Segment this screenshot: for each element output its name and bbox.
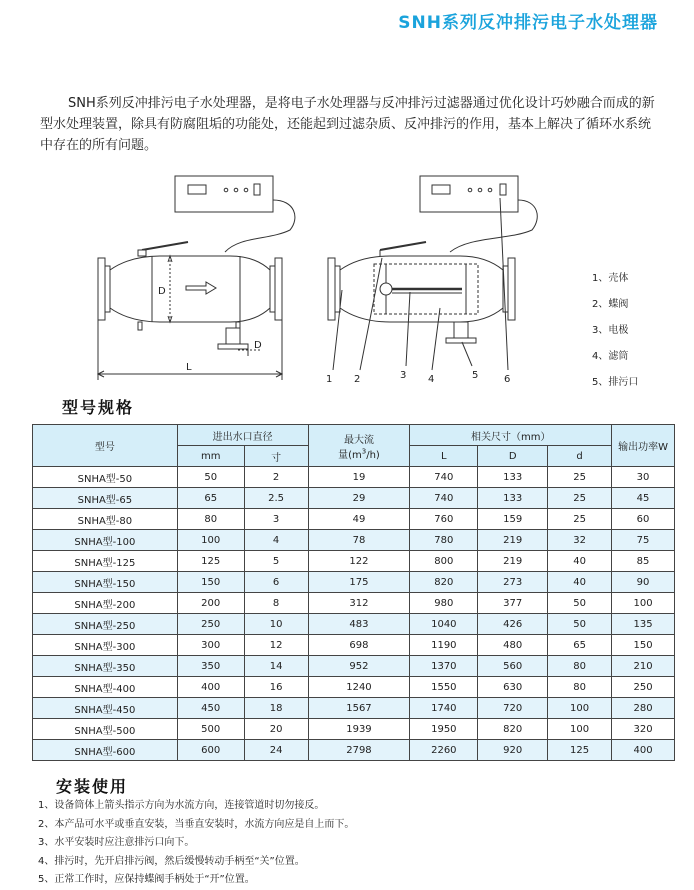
table-row [33, 530, 675, 551]
table-cell: 65 [548, 635, 612, 656]
table-cell: 6 [244, 572, 308, 593]
table-cell: 85 [612, 551, 675, 572]
table-row [33, 509, 675, 530]
table-cell: 12 [244, 635, 308, 656]
table-cell: SNHA型-65 [33, 488, 178, 509]
intro-paragraph [40, 93, 660, 156]
table-cell: 16 [244, 677, 308, 698]
table-cell: 100 [177, 530, 244, 551]
legend-item: 5、排污口 [592, 377, 639, 388]
table-cell: 50 [548, 614, 612, 635]
table-cell: 450 [177, 698, 244, 719]
table-row [33, 719, 675, 740]
table-cell: 280 [612, 698, 675, 719]
table-cell: SNHA型-600 [33, 740, 178, 761]
table-cell: 10 [244, 614, 308, 635]
table-cell: 8 [244, 593, 308, 614]
page-title: SNH系列反冲排污电子水处理器 [398, 13, 658, 33]
table-cell: SNHA型-500 [33, 719, 178, 740]
table-cell: 25 [548, 467, 612, 488]
table-cell: 250 [177, 614, 244, 635]
table-cell: 312 [308, 593, 410, 614]
header-d: d [548, 446, 612, 467]
table-cell: 1370 [410, 656, 478, 677]
table-cell: 1567 [308, 698, 410, 719]
callout-4: 4 [428, 374, 435, 385]
table-cell: 40 [548, 572, 612, 593]
table-cell: 159 [478, 509, 548, 530]
table-cell: 19 [308, 467, 410, 488]
header-flow-line2: 量(m [338, 449, 362, 461]
table-cell: 480 [478, 635, 548, 656]
table-cell: 1740 [410, 698, 478, 719]
table-cell: 400 [612, 740, 675, 761]
table-cell: 133 [478, 467, 548, 488]
table-cell: 920 [478, 740, 548, 761]
table-cell: 122 [308, 551, 410, 572]
table-cell: SNHA型-450 [33, 698, 178, 719]
parts-legend [592, 266, 638, 396]
install-list [38, 797, 354, 890]
table-cell: 100 [612, 593, 675, 614]
table-cell: 2798 [308, 740, 410, 761]
header-inch: 寸 [244, 446, 308, 467]
table-cell: 4 [244, 530, 308, 551]
table-cell: 320 [612, 719, 675, 740]
install-item: 1、设备筒体上箭头指示方向为水流方向，连接管道时切勿接反。 [38, 800, 325, 811]
header-flow [308, 425, 410, 467]
dim-l-label: L [186, 362, 192, 373]
table-cell: 300 [177, 635, 244, 656]
table-cell: 820 [410, 572, 478, 593]
table-cell: SNHA型-50 [33, 467, 178, 488]
table-cell: 219 [478, 530, 548, 551]
table-cell: 20 [244, 719, 308, 740]
table-cell: 200 [177, 593, 244, 614]
table-row [33, 614, 675, 635]
dim-d-label: D [158, 286, 166, 297]
table-cell: 698 [308, 635, 410, 656]
install-section-title: 安装使用 [56, 777, 129, 796]
table-cell: 630 [478, 677, 548, 698]
dim-d-small-label: D [254, 340, 262, 351]
table-cell: 40 [548, 551, 612, 572]
table-cell: 500 [177, 719, 244, 740]
table-row [33, 698, 675, 719]
header-L: L [410, 446, 478, 467]
table-cell: SNHA型-350 [33, 656, 178, 677]
table-row [33, 488, 675, 509]
table-cell: SNHA型-100 [33, 530, 178, 551]
table-cell: 1939 [308, 719, 410, 740]
table-cell: 3 [244, 509, 308, 530]
table-cell: 600 [177, 740, 244, 761]
table-cell: 29 [308, 488, 410, 509]
header-dims: 相关尺寸（mm） [410, 425, 612, 446]
product-diagram [90, 170, 590, 390]
table-cell: SNHA型-250 [33, 614, 178, 635]
table-cell: 760 [410, 509, 478, 530]
table-cell: 273 [478, 572, 548, 593]
table-cell: SNHA型-400 [33, 677, 178, 698]
table-cell: 100 [548, 698, 612, 719]
table-cell: 720 [478, 698, 548, 719]
table-cell: 80 [177, 509, 244, 530]
table-cell: 25 [548, 488, 612, 509]
table-row [33, 593, 675, 614]
table-cell: 150 [177, 572, 244, 593]
table-cell: 1550 [410, 677, 478, 698]
table-cell: 2260 [410, 740, 478, 761]
table-cell: SNHA型-125 [33, 551, 178, 572]
table-row [33, 551, 675, 572]
table-cell: 250 [612, 677, 675, 698]
callout-6: 6 [504, 374, 511, 385]
drain-outlet [226, 328, 240, 344]
table-row [33, 677, 675, 698]
install-item: 5、正常工作时，应保持蝶阀手柄处于“开”位置。 [38, 874, 255, 885]
table-cell: 740 [410, 488, 478, 509]
header-flow-tail: /h) [366, 449, 380, 461]
table-cell: 150 [612, 635, 675, 656]
table-cell: 1040 [410, 614, 478, 635]
table-cell: 483 [308, 614, 410, 635]
shell-body [110, 256, 270, 322]
header-D: D [478, 446, 548, 467]
table-row [33, 572, 675, 593]
table-cell: SNHA型-150 [33, 572, 178, 593]
table-cell: 24 [244, 740, 308, 761]
table-cell: 980 [410, 593, 478, 614]
table-cell: 820 [478, 719, 548, 740]
table-row [33, 656, 675, 677]
table-cell: SNHA型-300 [33, 635, 178, 656]
flow-arrow [186, 282, 216, 294]
callout-1: 1 [326, 374, 333, 385]
callout-2: 2 [354, 374, 361, 385]
table-cell: 30 [612, 467, 675, 488]
spec-section-title: 型号规格 [62, 398, 135, 417]
inlet-flange [98, 258, 105, 320]
legend-item: 1、壳体 [592, 273, 629, 284]
table-cell: 135 [612, 614, 675, 635]
table-cell: 49 [308, 509, 410, 530]
outlet-flange [275, 258, 282, 320]
table-cell: 740 [410, 467, 478, 488]
header-power: 输出功率W [612, 425, 675, 467]
table-cell: 426 [478, 614, 548, 635]
install-item: 3、水平安装时应注意排污口向下。 [38, 837, 195, 848]
table-cell: 560 [478, 656, 548, 677]
table-cell: 400 [177, 677, 244, 698]
table-cell: 952 [308, 656, 410, 677]
table-cell: 14 [244, 656, 308, 677]
install-item: 2、本产品可水平或垂直安装，当垂直安装时，水流方向应是自上而下。 [38, 818, 355, 830]
header-inlet: 进出水口直径 [177, 425, 308, 446]
table-cell: 100 [548, 719, 612, 740]
table-cell: 80 [548, 677, 612, 698]
install-item: 4、排污时，先开启排污阀，然后缓慢转动手柄至“关”位置。 [38, 855, 305, 867]
intro-text: SNH系列反冲排污电子水处理器，是将电子水处理器与反冲排污过滤器通过优化设计巧妙融合而成的新型水处理装置，除具有防腐阻垢的功能处，还能起到过滤杂质、反冲排污的作用，基本上解决了循环水系统中存在的所有问题。 [40, 96, 655, 153]
table-cell: 800 [410, 551, 478, 572]
table-cell: 5 [244, 551, 308, 572]
table-cell: 780 [410, 530, 478, 551]
table-cell: 45 [612, 488, 675, 509]
table-cell: 50 [177, 467, 244, 488]
legend-item: 4、滤筒 [592, 351, 629, 362]
table-cell: 60 [612, 509, 675, 530]
table-cell: 1190 [410, 635, 478, 656]
spec-table [32, 424, 675, 761]
table-cell: 18 [244, 698, 308, 719]
table-cell: 210 [612, 656, 675, 677]
table-cell: 25 [548, 509, 612, 530]
table-cell: 2.5 [244, 488, 308, 509]
table-cell: SNHA型-200 [33, 593, 178, 614]
table-cell: 350 [177, 656, 244, 677]
table-cell: 2 [244, 467, 308, 488]
table-cell: 125 [548, 740, 612, 761]
table-cell: 219 [478, 551, 548, 572]
table-cell: 50 [548, 593, 612, 614]
callout-3: 3 [400, 370, 407, 381]
table-cell: 175 [308, 572, 410, 593]
table-cell: 65 [177, 488, 244, 509]
table-cell: 78 [308, 530, 410, 551]
table-cell: 75 [612, 530, 675, 551]
header-flow-line1: 最大流 [343, 434, 374, 446]
table-cell: SNHA型-80 [33, 509, 178, 530]
table-row [33, 635, 675, 656]
table-cell: 133 [478, 488, 548, 509]
table-cell: 1240 [308, 677, 410, 698]
table-row [33, 740, 675, 761]
header-mm: mm [177, 446, 244, 467]
table-row [33, 467, 675, 488]
table-cell: 90 [612, 572, 675, 593]
table-cell: 32 [548, 530, 612, 551]
callout-5: 5 [472, 370, 479, 381]
legend-item: 2、蝶阀 [592, 299, 629, 310]
table-cell: 1950 [410, 719, 478, 740]
table-cell: 377 [478, 593, 548, 614]
table-cell: 80 [548, 656, 612, 677]
header-model: 型号 [33, 425, 178, 467]
header-flow-sup: 3 [361, 447, 367, 456]
legend-item: 3、电极 [592, 325, 629, 336]
table-cell: 125 [177, 551, 244, 572]
